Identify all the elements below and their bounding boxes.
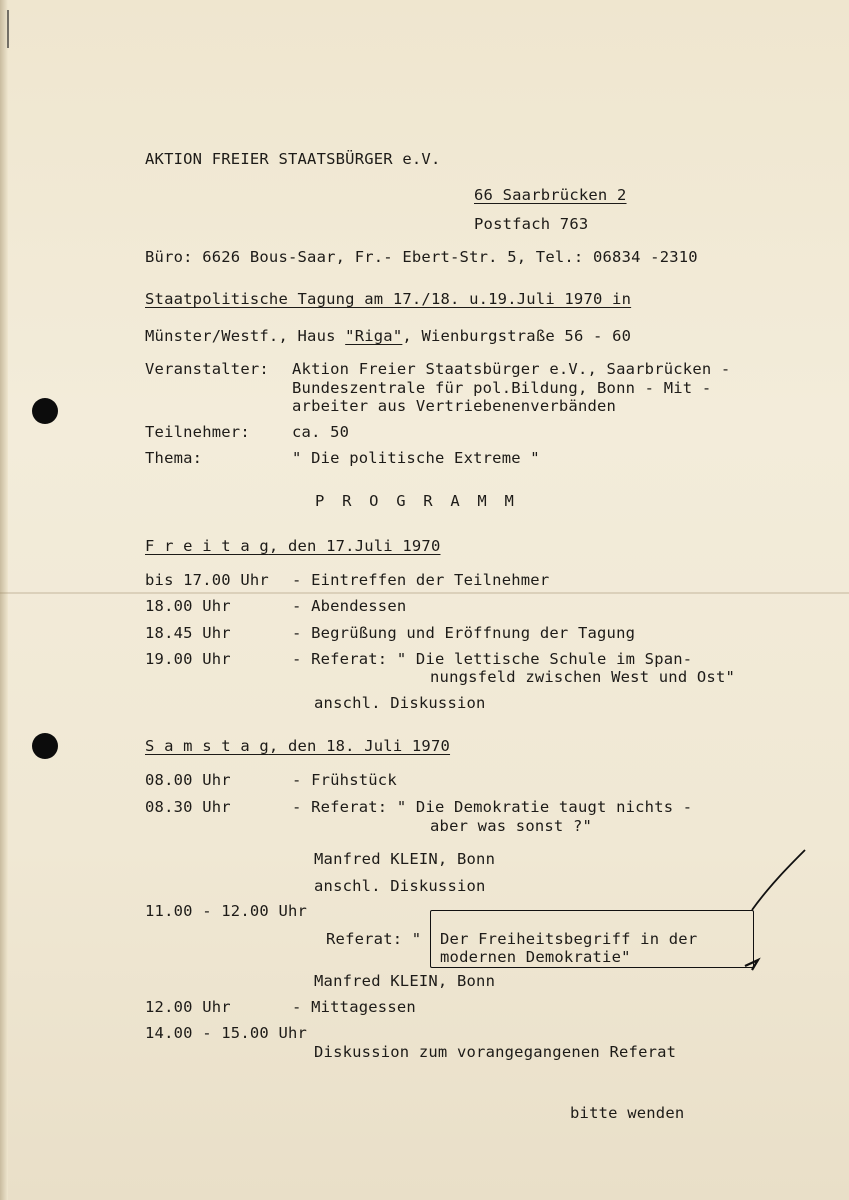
talk-label: Referat: " xyxy=(326,930,422,948)
page-turn-note: bitte wenden xyxy=(570,1104,685,1122)
schedule-time: 18.45 Uhr xyxy=(145,624,231,642)
schedule-item: Diskussion zum vorangegangenen Referat xyxy=(314,1043,677,1061)
schedule-item: - Mittagessen xyxy=(292,998,416,1016)
location-name: "Riga" xyxy=(345,327,403,345)
talk-title-line: modernen Demokratie" xyxy=(440,948,631,966)
schedule-item: - Referat: " Die Demokratie taugt nichts - xyxy=(292,798,693,816)
schedule-time: 19.00 Uhr xyxy=(145,650,231,668)
schedule-time: 08.30 Uhr xyxy=(145,798,231,816)
schedule-item: - Referat: " Die lettische Schule im Span- xyxy=(292,650,693,668)
schedule-item-continuation: aber was sonst ?" xyxy=(430,817,593,835)
organizer-label: Veranstalter: xyxy=(145,360,269,378)
theme-label: Thema: xyxy=(145,449,203,467)
schedule-time: 08.00 Uhr xyxy=(145,771,231,789)
discussion-note: anschl. Diskussion xyxy=(314,694,486,712)
office-address: Büro: 6626 Bous-Saar, Fr.- Ebert-Str. 5, Tel.: 06834 -2310 xyxy=(145,248,698,266)
schedule-item-continuation: nungsfeld zwischen West und Ost" xyxy=(430,668,736,686)
speaker-name: Manfred KLEIN, Bonn xyxy=(314,972,496,990)
schedule-item: - Abendessen xyxy=(292,597,407,615)
organizer-line: Bundeszentrale für pol.Bildung, Bonn - Mit - xyxy=(292,379,712,397)
participants-value: ca. 50 xyxy=(292,423,350,441)
organizer-line: arbeiter aus Vertriebenenverbänden xyxy=(292,397,617,415)
participants-label: Teilnehmer: xyxy=(145,423,250,441)
event-title: Staatpolitische Tagung am 17./18. u.19.Juli 1970 in xyxy=(145,290,632,308)
speaker-name: Manfred KLEIN, Bonn xyxy=(314,850,496,868)
schedule-time: 12.00 Uhr xyxy=(145,998,231,1016)
location-prefix: Münster/Westf., Haus xyxy=(145,327,346,345)
theme-value: " Die politische Extreme " xyxy=(292,449,540,467)
schedule-time: 14.00 - 15.00 Uhr xyxy=(145,1024,308,1042)
location-suffix: , Wienburgstraße 56 - 60 xyxy=(402,327,632,345)
saturday-day: S a m s t a g xyxy=(145,737,269,755)
discussion-note: anschl. Diskussion xyxy=(314,877,486,895)
schedule-time: 18.00 Uhr xyxy=(145,597,231,615)
saturday-date: , den 18. Juli 1970 xyxy=(268,737,451,755)
schedule-time: bis 17.00 Uhr xyxy=(145,571,269,589)
schedule-item: - Begrüßung und Eröffnung der Tagung xyxy=(292,624,636,642)
friday-day: F r e i t a g xyxy=(145,537,269,555)
schedule-item: - Frühstück xyxy=(292,771,397,789)
schedule-time: 11.00 - 12.00 Uhr xyxy=(145,902,308,920)
schedule-item: - Eintreffen der Teilnehmer xyxy=(292,571,550,589)
address-line-2: Postfach 763 xyxy=(474,215,589,233)
address-line-1: 66 Saarbrücken 2 xyxy=(474,186,627,204)
talk-title-line: Der Freiheitsbegriff in der xyxy=(440,930,698,948)
organization-name: AKTION FREIER STAATSBÜRGER e.V. xyxy=(145,150,441,168)
organizer-line: Aktion Freier Staatsbürger e.V., Saarbrücken - xyxy=(292,360,731,378)
program-heading: P R O G R A M M xyxy=(315,492,518,510)
friday-date: , den 17.Juli 1970 xyxy=(268,537,441,555)
